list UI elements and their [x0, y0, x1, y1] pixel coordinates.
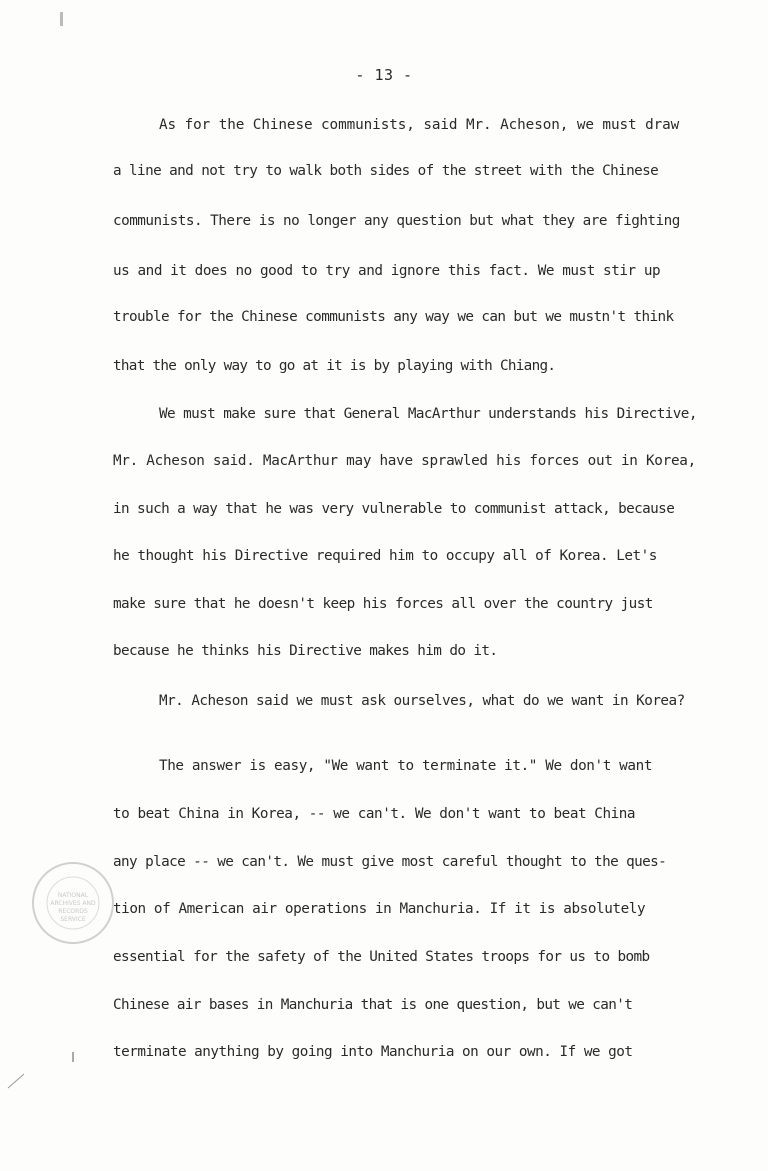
text-line: in such a way that he was very vulnerable to communist attack, because	[113, 501, 675, 517]
text-line: communists. There is no longer any question but what they are fighting	[113, 213, 680, 229]
text-line: Mr. Acheson said we must ask ourselves, what do we want in Korea?	[159, 693, 685, 709]
text-line: he thought his Directive required him to occupy all of Korea. Let's	[113, 548, 657, 564]
svg-text:ARCHIVES AND: ARCHIVES AND	[50, 900, 96, 907]
text-line: The answer is easy, "We want to terminate it." We don't want	[159, 758, 653, 774]
text-line: to beat China in Korea, -- we can't. We don't want to beat China	[113, 806, 636, 822]
text-line: We must make sure that General MacArthur understands his Directive,	[159, 406, 697, 422]
text-line: Mr. Acheson said. MacArthur may have sprawled his forces out in Korea,	[113, 453, 696, 469]
scan-mark	[60, 12, 63, 26]
text-line: terminate anything by going into Manchuria on our own. If we got	[113, 1044, 633, 1060]
text-line: trouble for the Chinese communists any way we can but we mustn't think	[113, 309, 674, 325]
svg-text:NATIONAL: NATIONAL	[57, 892, 89, 899]
svg-text:RECORDS: RECORDS	[58, 908, 88, 915]
text-line: that the only way to go at it is by playing with Chiang.	[113, 358, 556, 374]
text-line: any place -- we can't. We must give most careful thought to the ques-	[113, 854, 667, 870]
text-line: essential for the safety of the United States troops for us to bomb	[113, 949, 650, 965]
text-line: a line and not try to walk both sides of the street with the Chinese	[113, 163, 659, 179]
text-line: tion of American air operations in Manchuria. If it is absolutely	[113, 901, 646, 917]
scan-mark	[72, 1052, 74, 1062]
text-line: because he thinks his Directive makes him do it.	[113, 643, 498, 659]
page-number: - 13 -	[355, 66, 413, 84]
pen-stroke	[6, 1070, 26, 1090]
archive-stamp	[30, 860, 116, 946]
text-line: Chinese air bases in Manchuria that is one question, but we can't	[113, 997, 633, 1013]
text-line: us and it does no good to try and ignore this fact. We must stir up	[113, 263, 661, 279]
svg-text:SERVICE: SERVICE	[60, 916, 86, 923]
text-line: As for the Chinese communists, said Mr. Acheson, we must draw	[159, 117, 680, 133]
text-line: make sure that he doesn't keep his forces all over the country just	[113, 596, 653, 612]
